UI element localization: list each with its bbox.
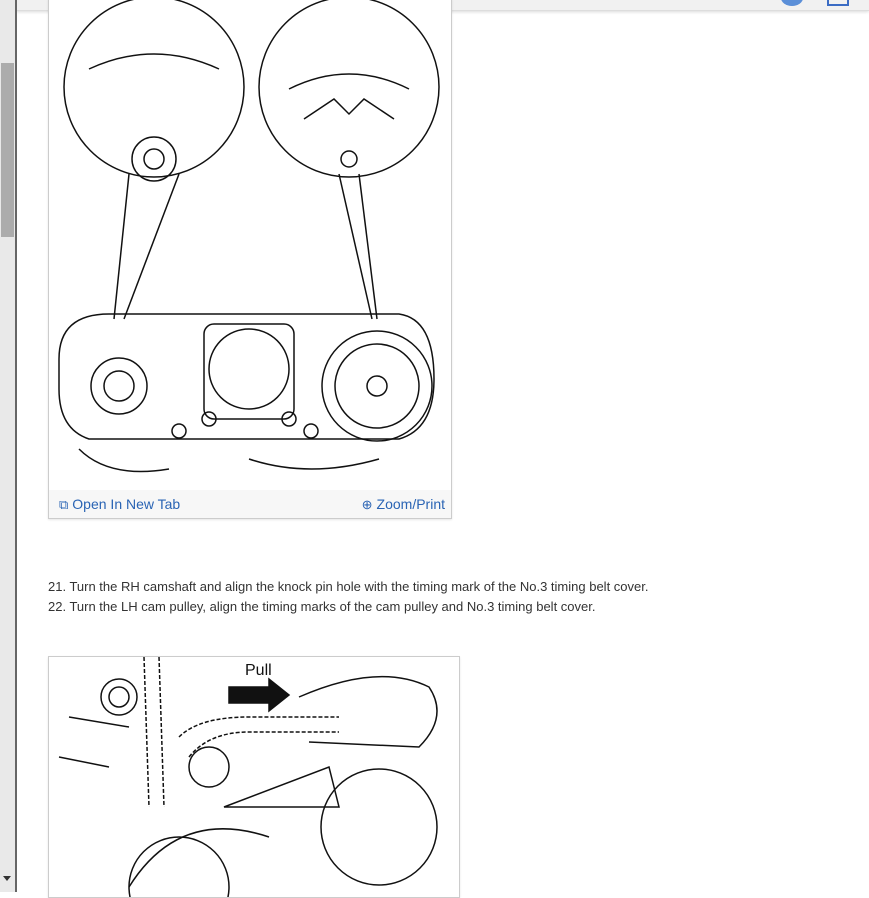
zoom-print-link[interactable] bbox=[362, 496, 445, 513]
divider bbox=[15, 0, 17, 892]
scroll-down-arrow-icon[interactable] bbox=[3, 876, 11, 881]
instruction-steps bbox=[48, 577, 648, 617]
figure-footer bbox=[49, 490, 451, 518]
scrollbar-thumb[interactable] bbox=[1, 63, 14, 237]
figure-pull-belt bbox=[48, 656, 460, 898]
step-21: 21. Turn the RH camshaft and align the knock pin hole with the timing mark of the No.3 timing belt cover. bbox=[48, 579, 649, 594]
pull-belt-diagram bbox=[49, 657, 459, 897]
step-22: 22. Turn the LH cam pulley, align the timing marks of the cam pulley and No.3 timing belt cover. bbox=[48, 599, 596, 614]
zoom-print-label: Zoom/Print bbox=[376, 496, 445, 512]
open-in-new-tab-link[interactable] bbox=[59, 496, 180, 513]
zoom-in-icon: ⊕ bbox=[361, 497, 373, 512]
avatar[interactable] bbox=[781, 0, 803, 6]
scrollbar[interactable] bbox=[0, 0, 15, 892]
figure-timing-marks bbox=[48, 0, 452, 519]
open-in-new-tab-label: Open In New Tab bbox=[72, 496, 181, 512]
pull-label: Pull bbox=[245, 662, 272, 679]
open-in-new-tab-icon: ⧉ bbox=[59, 497, 69, 512]
timing-marks-diagram bbox=[49, 0, 451, 491]
toolbar-icon[interactable] bbox=[827, 0, 849, 6]
